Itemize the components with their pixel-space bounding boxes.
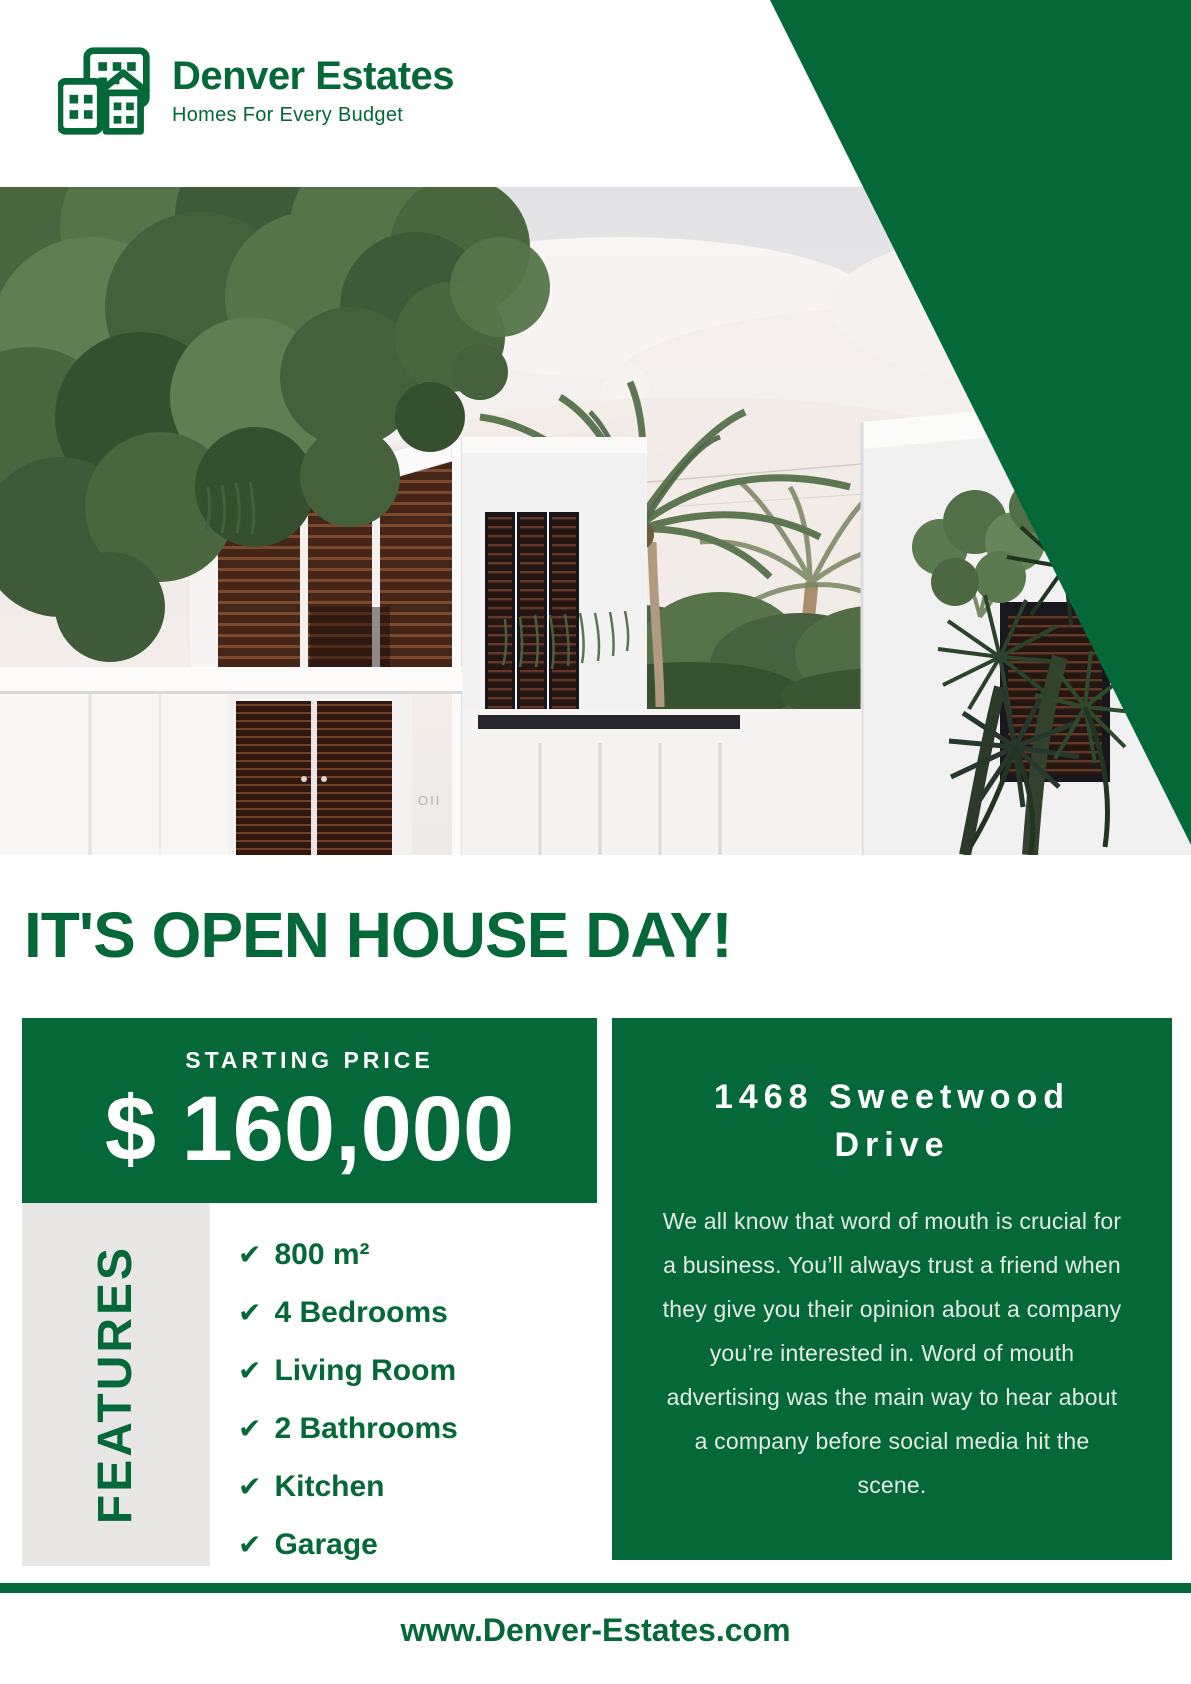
- feature-item: [238, 1400, 458, 1458]
- feature-item: [238, 1226, 458, 1284]
- check-icon: ✔: [238, 1354, 262, 1387]
- check-icon: ✔: [238, 1412, 262, 1445]
- price-box: [22, 1018, 597, 1203]
- feature-label: Garage: [274, 1528, 378, 1561]
- price-value: $ 160,000: [104, 1078, 515, 1180]
- features-panel: [22, 1203, 210, 1566]
- feature-label: Living Room: [274, 1354, 457, 1387]
- wall-marking: OII: [418, 793, 442, 808]
- buildings-icon: [58, 46, 154, 136]
- features-list: [238, 1226, 458, 1574]
- feature-item: [238, 1516, 458, 1574]
- feature-item: [238, 1284, 458, 1342]
- website-url: www.Denver-Estates.com: [400, 1612, 791, 1648]
- feature-label: 2 Bathrooms: [274, 1412, 458, 1445]
- check-icon: ✔: [238, 1470, 262, 1503]
- listing-description: We all know that word of mouth is crucial for a business. You’ll always trust a friend when they give you their opinion about a company you’re interested in. Word of mouth advertising was the main way to hear about a company before social media hit the scene.: [662, 1208, 1122, 1499]
- feature-item: [238, 1342, 458, 1400]
- feature-label: Kitchen: [274, 1470, 385, 1503]
- check-icon: ✔: [238, 1528, 262, 1561]
- logo: [58, 46, 454, 136]
- features-title: FEATURES: [89, 1244, 143, 1525]
- check-icon: ✔: [238, 1296, 262, 1329]
- listing-address: 1468 Sweetwood Drive: [713, 1078, 1071, 1164]
- check-icon: ✔: [238, 1238, 262, 1271]
- feature-label: 800 m²: [274, 1238, 370, 1271]
- footer-divider: [0, 1583, 1191, 1593]
- feature-label: 4 Bedrooms: [274, 1296, 448, 1329]
- feature-item: [238, 1458, 458, 1516]
- price-label: STARTING PRICE: [185, 1047, 434, 1073]
- headline: IT'S OPEN HOUSE DAY!: [24, 899, 732, 971]
- listing-panel: [612, 1018, 1172, 1560]
- brand-name: Denver Estates: [172, 54, 455, 98]
- brand-tagline: Homes For Every Budget: [172, 104, 404, 126]
- brand-text: [172, 55, 454, 127]
